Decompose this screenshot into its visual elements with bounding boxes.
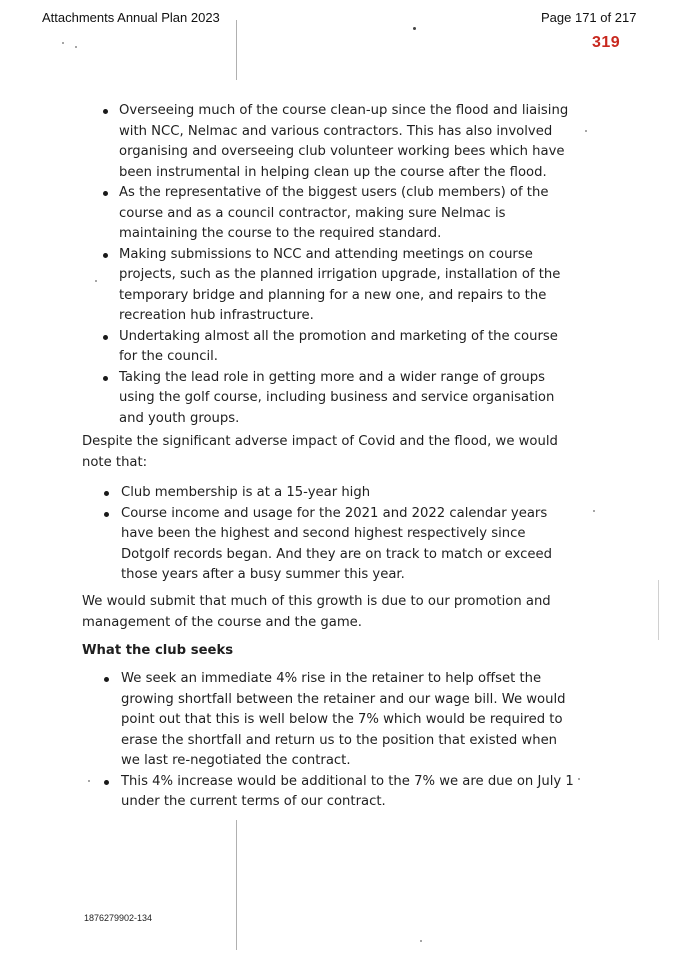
list-item-text: We seek an immediate 4% rise in the retainer to help offset the growing shortfall between the retainer and our wage bill. We would point out that this is well below the 7% which would be required to erase the shortfall and return us to the position that existed when we last re-negotiated the contract. bbox=[121, 671, 566, 768]
bullet-icon bbox=[103, 376, 108, 381]
bullet-icon bbox=[103, 335, 108, 340]
scan-artifact bbox=[658, 580, 659, 640]
list-item bbox=[0, 101, 675, 183]
scan-artifact bbox=[75, 46, 77, 48]
scan-artifact bbox=[236, 820, 237, 950]
list-item-text: Making submissions to NCC and attending meetings on course projects, such as the planned irrigation upgrade, installation of the temporary bridge and planning for a new one, and repairs to the recreation hub infrastructure. bbox=[119, 246, 561, 323]
list-item-text: Club membership is at a 15-year high bbox=[121, 485, 371, 500]
scan-artifact bbox=[88, 780, 90, 782]
scan-artifact bbox=[420, 940, 422, 942]
section-heading: What the club seeks bbox=[82, 643, 234, 658]
list-item-text: Course income and usage for the 2021 and 2022 calendar years have been the highest and second highest respectively since Dotgolf records began. And they are on track to match or exceed those years after a busy summer this year. bbox=[121, 505, 552, 582]
list-item bbox=[0, 483, 675, 504]
list-item-text: This 4% increase would be additional to the 7% we are due on July 1 under the current terms of our contract. bbox=[121, 773, 574, 809]
bullet-icon bbox=[103, 253, 108, 258]
list-item bbox=[0, 772, 675, 813]
bullet-icon bbox=[104, 677, 109, 682]
bullet-icon bbox=[104, 780, 109, 785]
list-item-text: Overseeing much of the course clean-up since the flood and liaising with NCC, Nelmac and various contractors. This has also involved organising and overseeing club volunteer working bees which have been instrumental in helping clean up the course after the flood. bbox=[119, 103, 569, 180]
page-number: 319 bbox=[592, 34, 621, 51]
header-title: Attachments Annual Plan 2023 bbox=[42, 10, 220, 25]
header-page-count: Page 171 of 217 bbox=[541, 10, 637, 25]
bullet-icon bbox=[104, 491, 109, 496]
bullet-icon bbox=[103, 109, 108, 114]
paragraph-growth: We would submit that much of this growth is due to our promotion and management of the course and the game. bbox=[82, 594, 551, 630]
list-item bbox=[0, 504, 675, 586]
list-item bbox=[0, 669, 675, 772]
list-item bbox=[0, 183, 675, 245]
request-list bbox=[0, 669, 675, 813]
list-item bbox=[0, 327, 675, 368]
scan-artifact bbox=[585, 130, 587, 132]
growth-list bbox=[0, 483, 675, 586]
list-item bbox=[0, 245, 675, 327]
scan-artifact bbox=[413, 27, 416, 30]
list-item-text: As the representative of the biggest users (club members) of the course and as a council contractor, making sure Nelmac is maintaining the course to the required standard. bbox=[119, 185, 549, 241]
list-item-text: Undertaking almost all the promotion and marketing of the course for the council. bbox=[119, 328, 558, 364]
scan-artifact bbox=[95, 280, 97, 282]
scan-artifact bbox=[62, 42, 64, 44]
scan-artifact bbox=[578, 778, 580, 780]
document-id: 1876279902-134 bbox=[84, 913, 153, 923]
bullet-icon bbox=[103, 191, 108, 196]
bullet-icon bbox=[104, 512, 109, 517]
list-item-text: Taking the lead role in getting more and a wider range of groups using the golf course, including business and service organisation and youth groups. bbox=[119, 369, 555, 426]
activity-list bbox=[0, 101, 675, 429]
paragraph-covid-impact: Despite the significant adverse impact of Covid and the flood, we would note that: bbox=[82, 434, 558, 470]
list-item bbox=[0, 368, 675, 430]
scan-artifact bbox=[236, 20, 237, 80]
scan-artifact bbox=[593, 510, 595, 512]
